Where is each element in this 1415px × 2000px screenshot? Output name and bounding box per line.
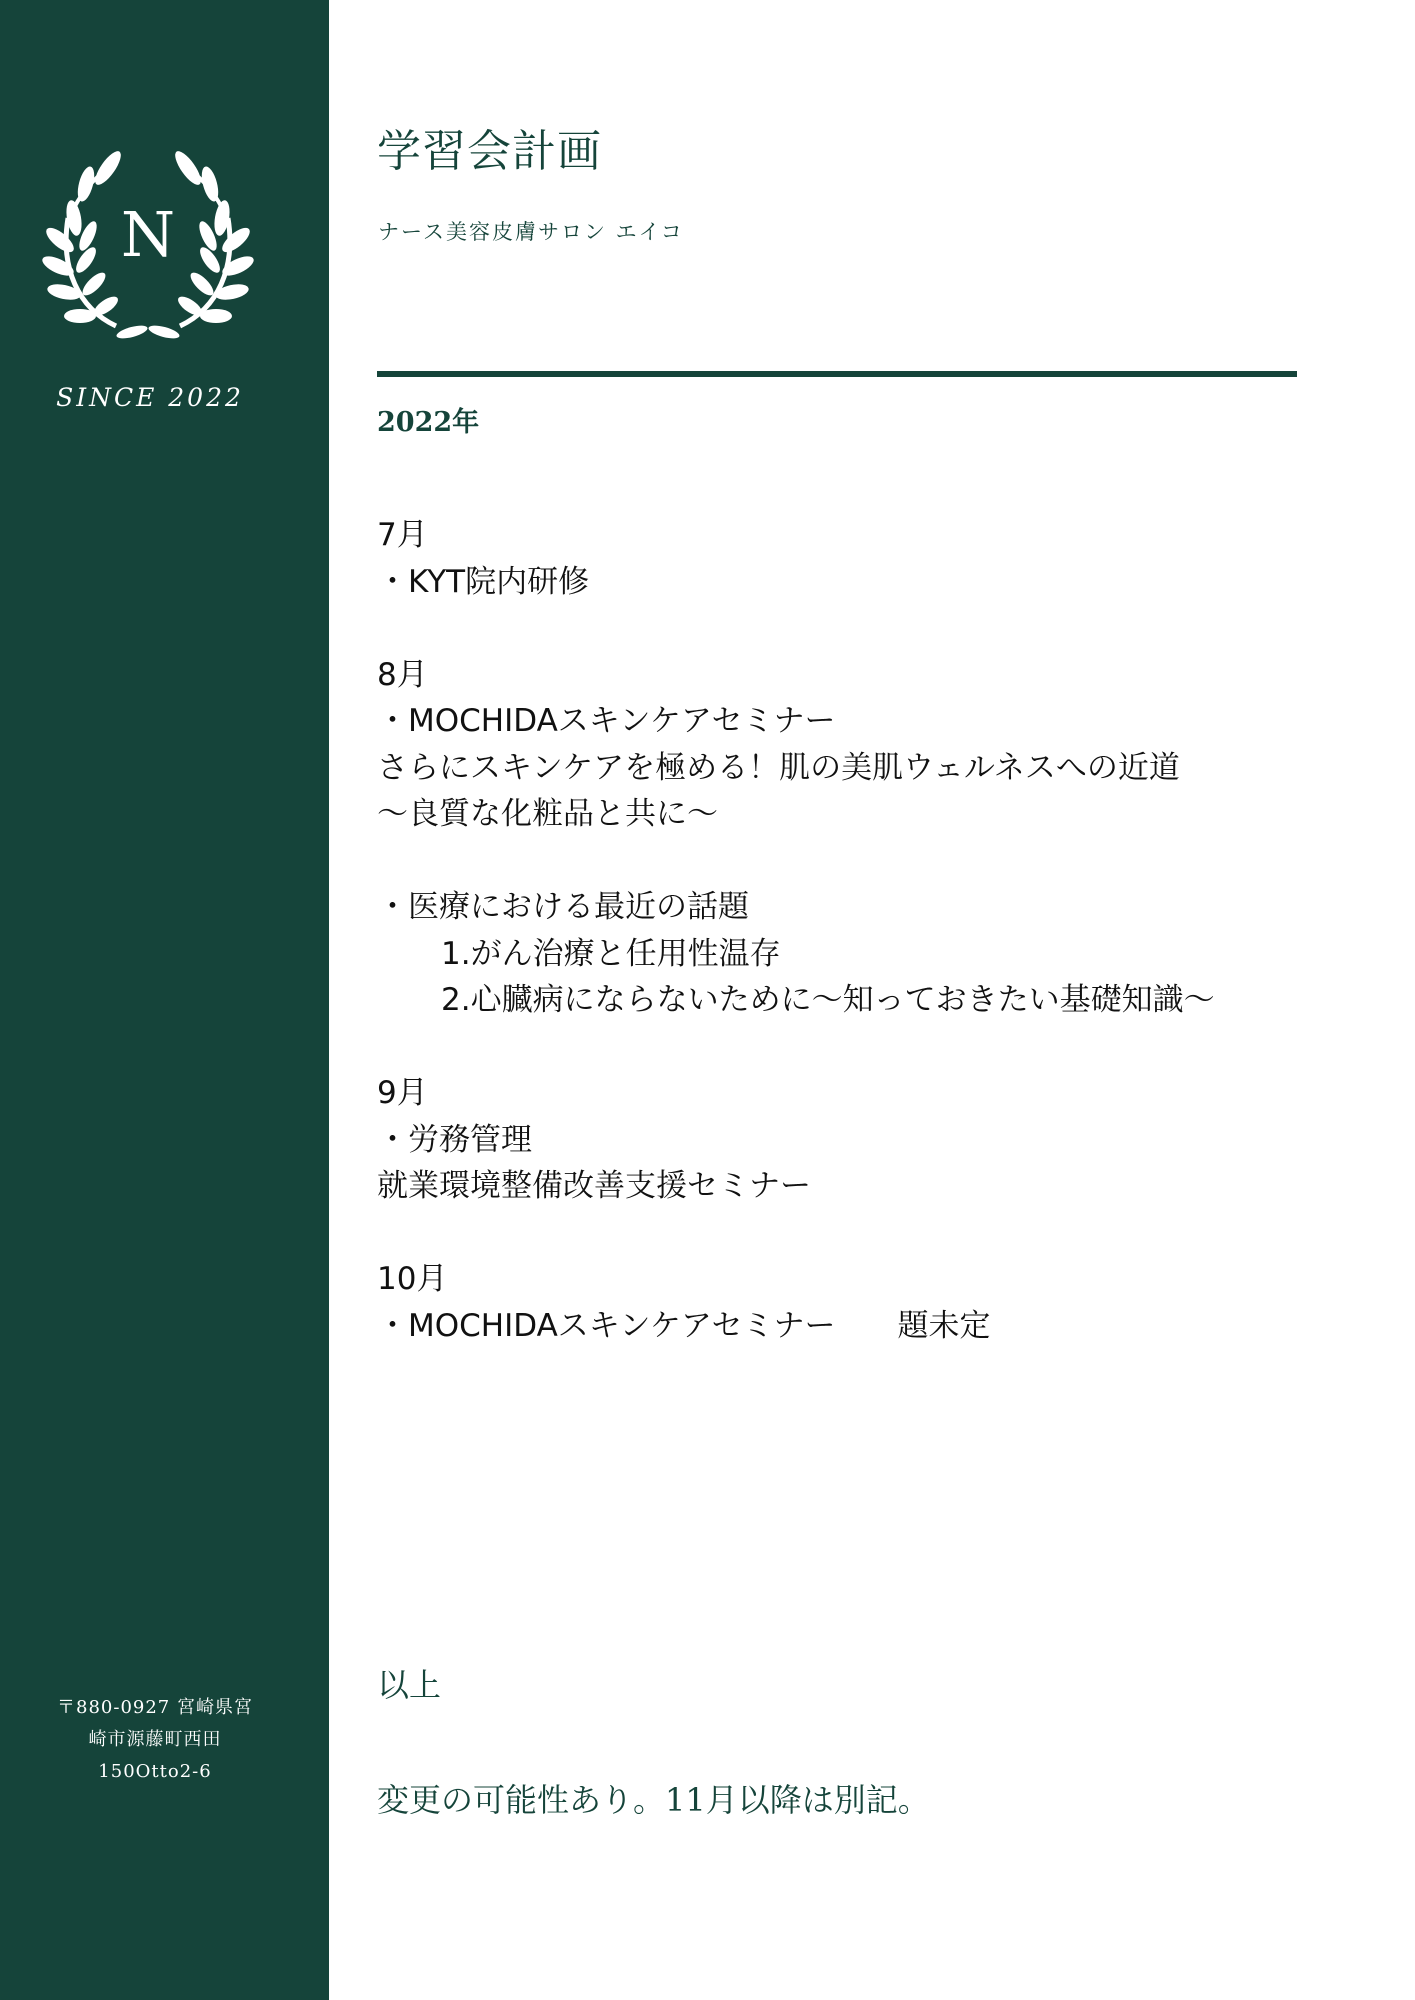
schedule-item: ・MOCHIDAスキンケアセミナー: [377, 1307, 836, 1344]
schedule-detail: 就業環境整備改善支援セミナー: [377, 1168, 811, 1204]
month-label-september: 9月: [377, 1075, 428, 1111]
schedule: [377, 512, 1297, 1349]
topic-item: 2.心臓病にならないために〜知っておきたい基礎知識〜: [441, 982, 1215, 1018]
month-label-august: 8月: [377, 656, 428, 693]
sidebar: [0, 0, 329, 2000]
page-title: 学習会計画: [377, 126, 602, 177]
schedule-item: ・MOCHIDAスキンケアセミナー: [377, 703, 836, 739]
schedule-item-row: [377, 1303, 1297, 1350]
topic-item: 1.がん治療と任用性温存: [441, 935, 781, 972]
month-label-october: 10月: [377, 1261, 448, 1297]
schedule-detail: さらにスキンケアを極める！肌の美肌ウェルネスへの近道: [377, 749, 1180, 786]
spacer: [377, 1210, 1297, 1257]
month-label-july: 7月: [377, 517, 428, 553]
spacer: [377, 605, 1297, 652]
closing-text: 以上: [377, 1666, 442, 1704]
address-line: 〒880-0927 宮崎県宮: [57, 1697, 253, 1718]
schedule-item: ・医療における最近の話題: [377, 889, 749, 925]
salon-name: ナース美容皮膚サロン エイコ: [378, 220, 684, 244]
schedule-detail: 〜良質な化粧品と共に〜: [377, 796, 718, 832]
schedule-item: ・労務管理: [377, 1121, 532, 1158]
laurel-logo-icon: [38, 148, 258, 344]
divider: [377, 371, 1297, 377]
year-heading: 2022年: [377, 407, 480, 438]
spacer: [377, 1024, 1297, 1071]
since-text: SINCE 2022: [56, 383, 244, 412]
status-text: 題未定: [897, 1307, 991, 1344]
address: [30, 1692, 280, 1788]
change-note: 変更の可能性あり。11月以降は別記。: [377, 1781, 930, 1819]
address-line: 崎市源藤町西田: [88, 1729, 222, 1750]
schedule-item: ・KYT院内研修: [377, 563, 590, 600]
spacer: [377, 838, 1297, 885]
logo-letter: N: [120, 198, 176, 271]
address-line: 150Otto2-6: [98, 1761, 212, 1782]
